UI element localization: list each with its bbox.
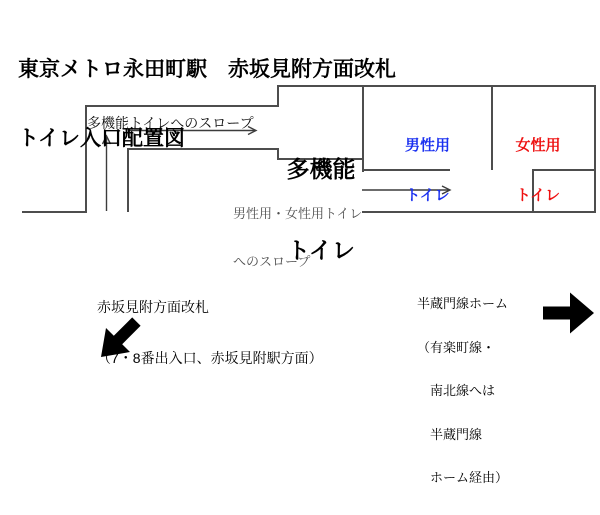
multi-function-toilet-label-line1: 多機能 [286, 156, 356, 182]
womens-toilet-label [490, 105, 586, 237]
platform-annotation-line4: 半蔵門線 [417, 426, 483, 442]
multi-function-toilet-label-line2: トイレ [287, 237, 355, 263]
mens-toilet-label-line2: トイレ [405, 186, 450, 204]
platform-annotation-line1: 半蔵門線ホーム [417, 296, 509, 311]
womens-toilet-label-line2: トイレ [515, 186, 561, 204]
multi-slope-label: 多機能トイレへのスロープ [87, 115, 254, 131]
page-title-line1: 東京メトロ永田町駅 赤坂見附方面改札 [18, 58, 396, 81]
gate-annotation [97, 265, 323, 401]
mens-womens-slope-label-line1: 男性用・女性用トイレ [233, 206, 363, 221]
platform-annotation-line2: （有楽町線・ [417, 339, 496, 355]
platform-annotation-line5: ホーム経由） [417, 470, 509, 485]
gate-annotation-line2: （7・8番出入口、赤坂見附駅方面） [97, 350, 323, 366]
page-title-line2: トイレ入口配置図 [18, 127, 185, 150]
gate-annotation-line1: 赤坂見附方面改札 [97, 299, 209, 315]
platform-annotation-line3: 南北線へは [417, 383, 496, 398]
mens-womens-slope-label-line2: へのスロープ [233, 254, 311, 269]
mens-toilet-label [363, 105, 492, 237]
womens-toilet-label-line1: 女性用 [515, 137, 561, 154]
platform-annotation [417, 268, 508, 515]
mens-toilet-label-line1: 男性用 [404, 137, 450, 154]
platform-right-arrow-icon [543, 293, 594, 334]
